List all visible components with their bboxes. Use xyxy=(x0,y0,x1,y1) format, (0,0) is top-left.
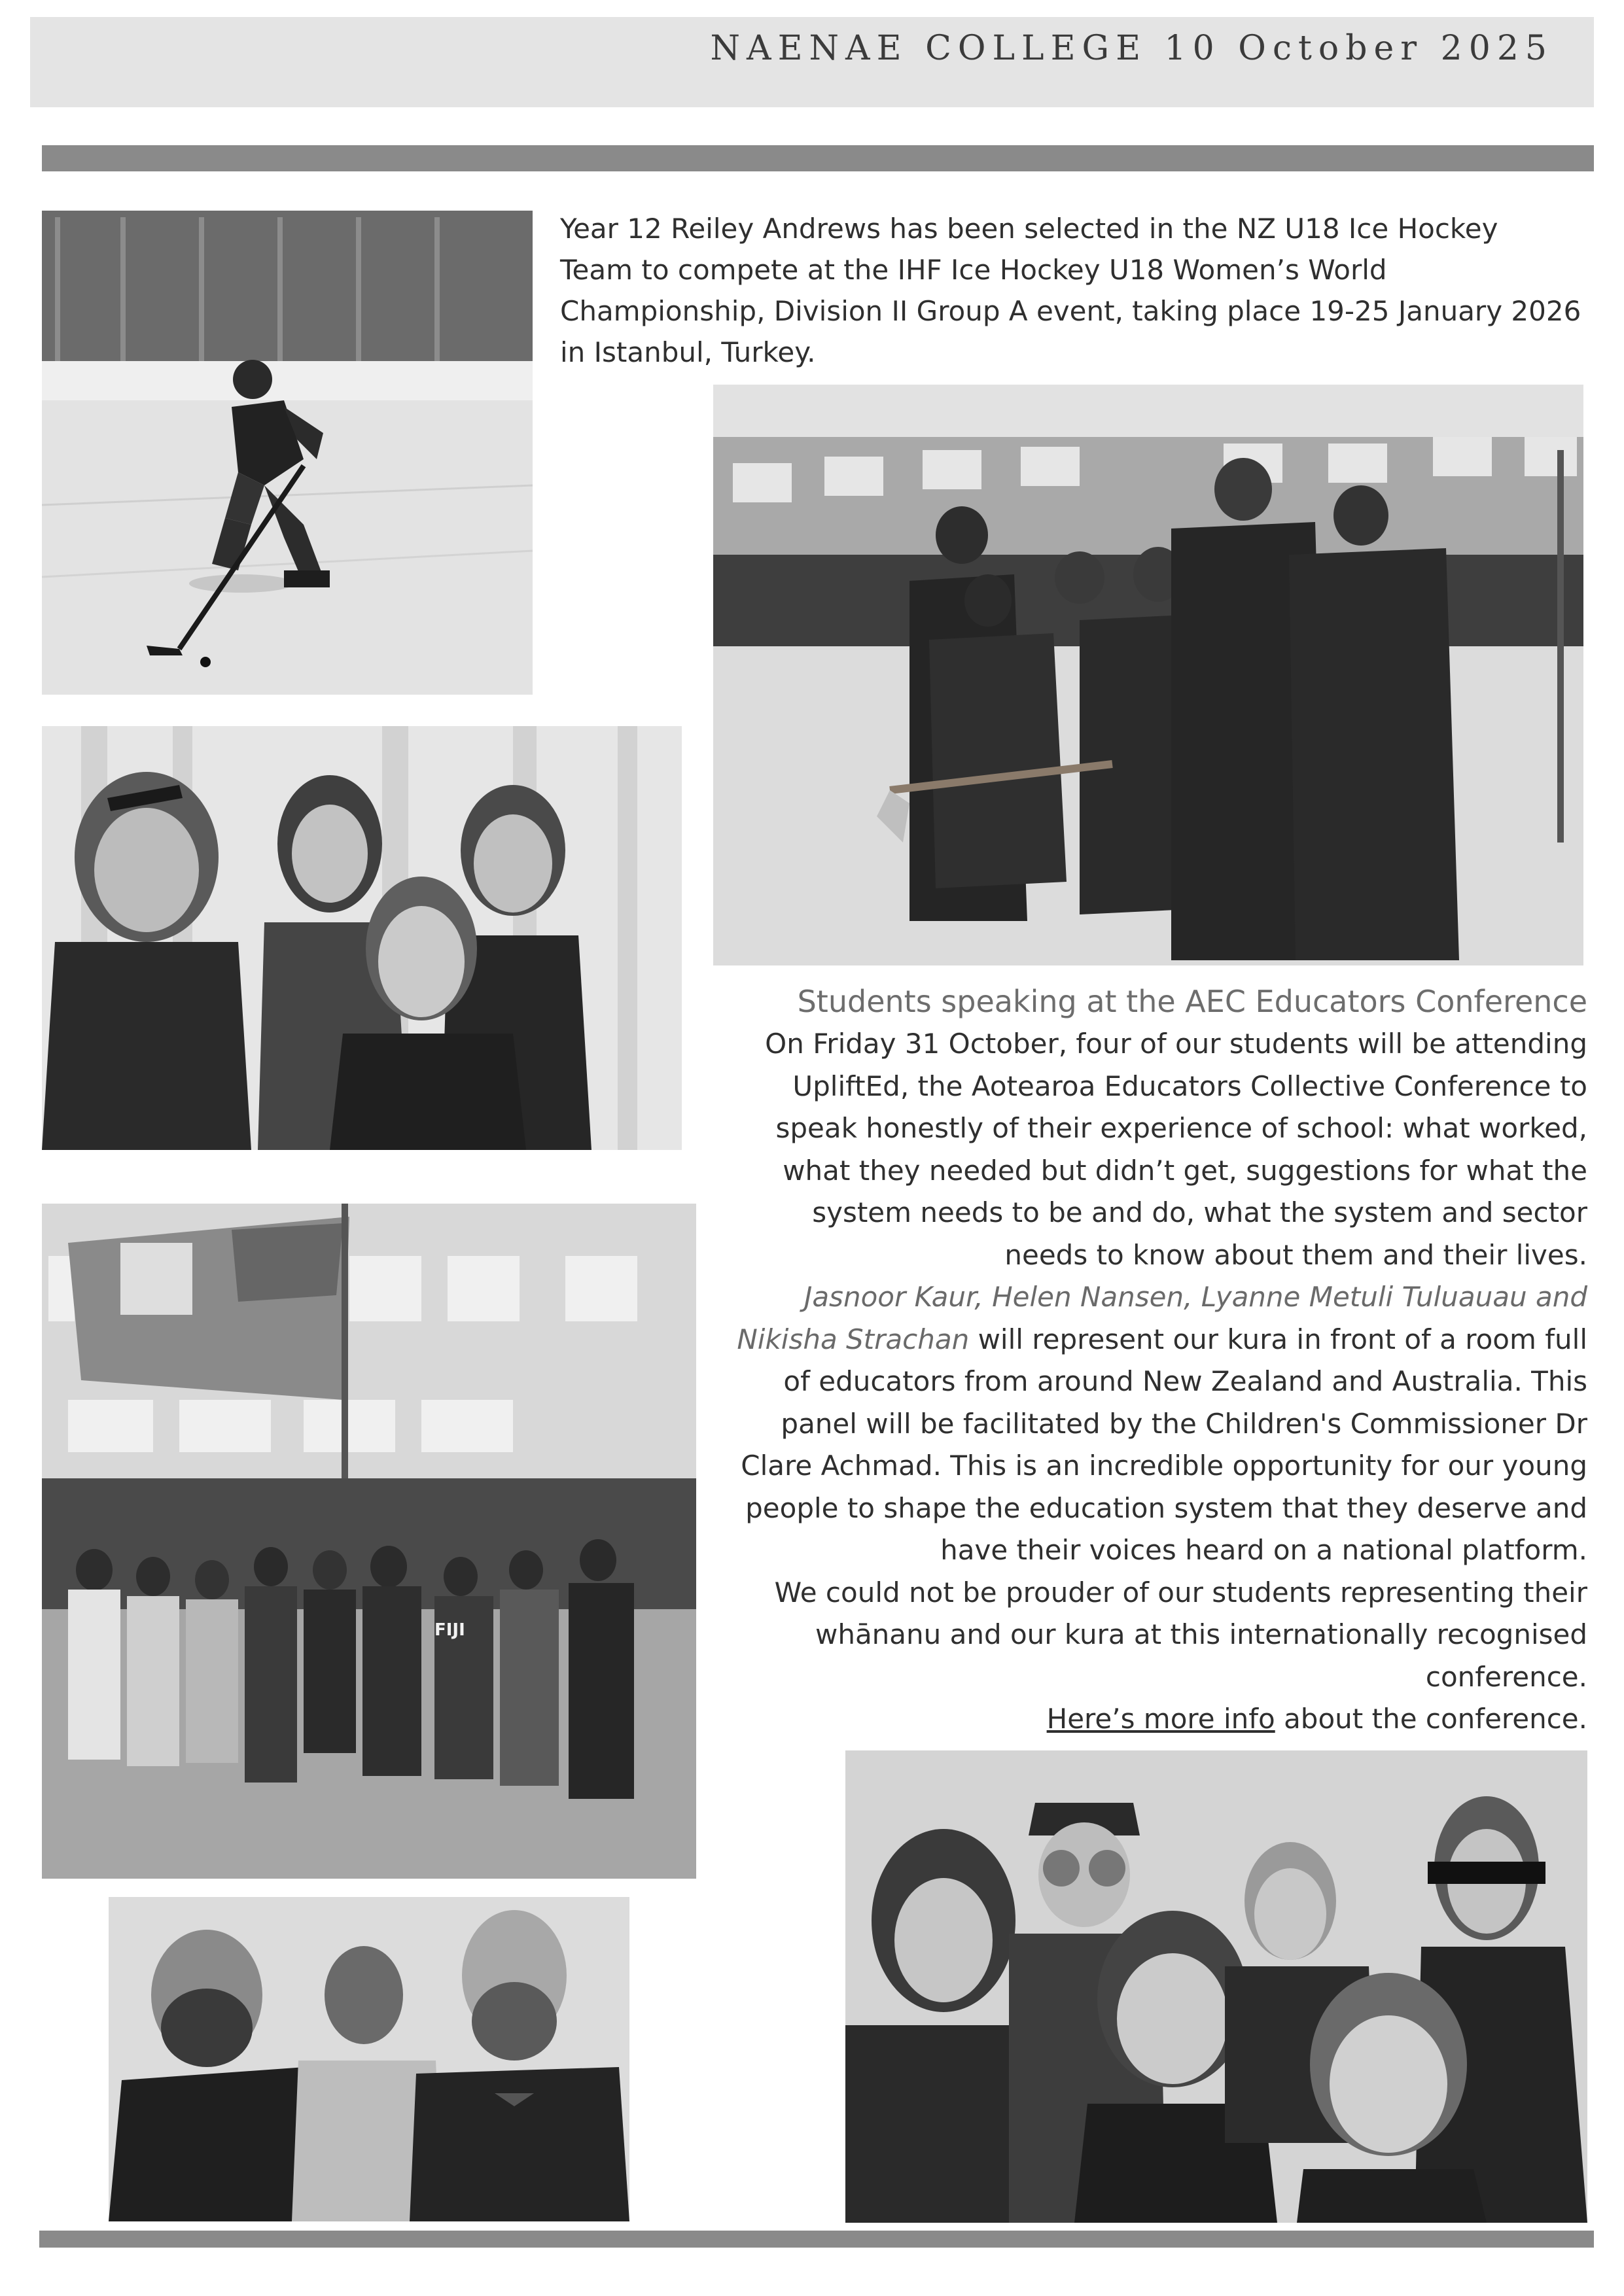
aec-line: panel will be facilitated by the Children's Commissioner Dr xyxy=(781,1407,1587,1440)
intro-line: Year 12 Reiley Andrews has been selected in the NZ U18 Ice Hockey xyxy=(560,213,1498,245)
ice-hockey-photo xyxy=(42,211,533,695)
aec-line: people to shape the education system that they deserve and xyxy=(745,1491,1587,1524)
bottom-divider xyxy=(39,2231,1594,2248)
aec-line: system needs to be and do, what the system and sector xyxy=(812,1196,1587,1228)
photo-booth-students xyxy=(42,726,682,1150)
aec-line-text: will represent our kura in front of a room full xyxy=(969,1323,1587,1355)
aec-line-text: about the conference. xyxy=(1275,1703,1587,1735)
aec-line: needs to know about them and their lives. xyxy=(1004,1238,1587,1271)
top-divider xyxy=(42,145,1594,171)
aec-line: what they needed but didn’t get, suggestions for what the xyxy=(783,1154,1587,1187)
staff-booth-photo xyxy=(109,1897,629,2221)
aec-line: have their voices heard on a national platform. xyxy=(940,1534,1587,1566)
aec-line: We could not be prouder of our students representing their xyxy=(774,1576,1587,1609)
more-info-link[interactable]: Here’s more info xyxy=(1046,1703,1275,1735)
aec-line: On Friday 31 October, four of our students will be attending xyxy=(765,1028,1587,1060)
aec-heading: Students speaking at the AEC Educators Conference xyxy=(797,984,1587,1019)
aec-link-line xyxy=(724,1698,1587,1741)
aec-line: Clare Achmad. This is an incredible opportunity for our young xyxy=(741,1450,1587,1482)
cultural-day-group-photo xyxy=(42,1204,696,1879)
aec-conference-article xyxy=(724,980,1587,1741)
intro-line: in Istanbul, Turkey. xyxy=(560,336,816,368)
student-name: Nikisha Strachan xyxy=(737,1323,970,1355)
hockey-announcement xyxy=(560,208,1594,373)
flag-text: FIJI xyxy=(434,1620,465,1640)
student-names: Jasnoor Kaur, Helen Nansen, Lyanne Metuli Tuluauau and xyxy=(803,1281,1587,1313)
page-title: NAENAE COLLEGE 10 October 2025 xyxy=(710,29,1553,68)
intro-line: Championship, Division II Group A event, taking place 19-25 January 2026 xyxy=(560,295,1581,327)
intro-line: Team to compete at the IHF Ice Hockey U18 Women’s World xyxy=(560,254,1387,286)
aec-line xyxy=(724,1319,1587,1361)
aec-line: of educators from around New Zealand and Australia. This xyxy=(783,1365,1587,1397)
aec-line: conference. xyxy=(1425,1660,1587,1693)
aec-line: whānanu and our kura at this internationally recognised xyxy=(815,1618,1587,1650)
aec-line: UpliftEd, the Aotearoa Educators Collective Conference to xyxy=(792,1070,1587,1102)
aec-line: speak honestly of their experience of school: what worked, xyxy=(775,1112,1587,1144)
students-staff-photo xyxy=(713,385,1583,965)
photo-booth-staff xyxy=(845,1750,1587,2223)
